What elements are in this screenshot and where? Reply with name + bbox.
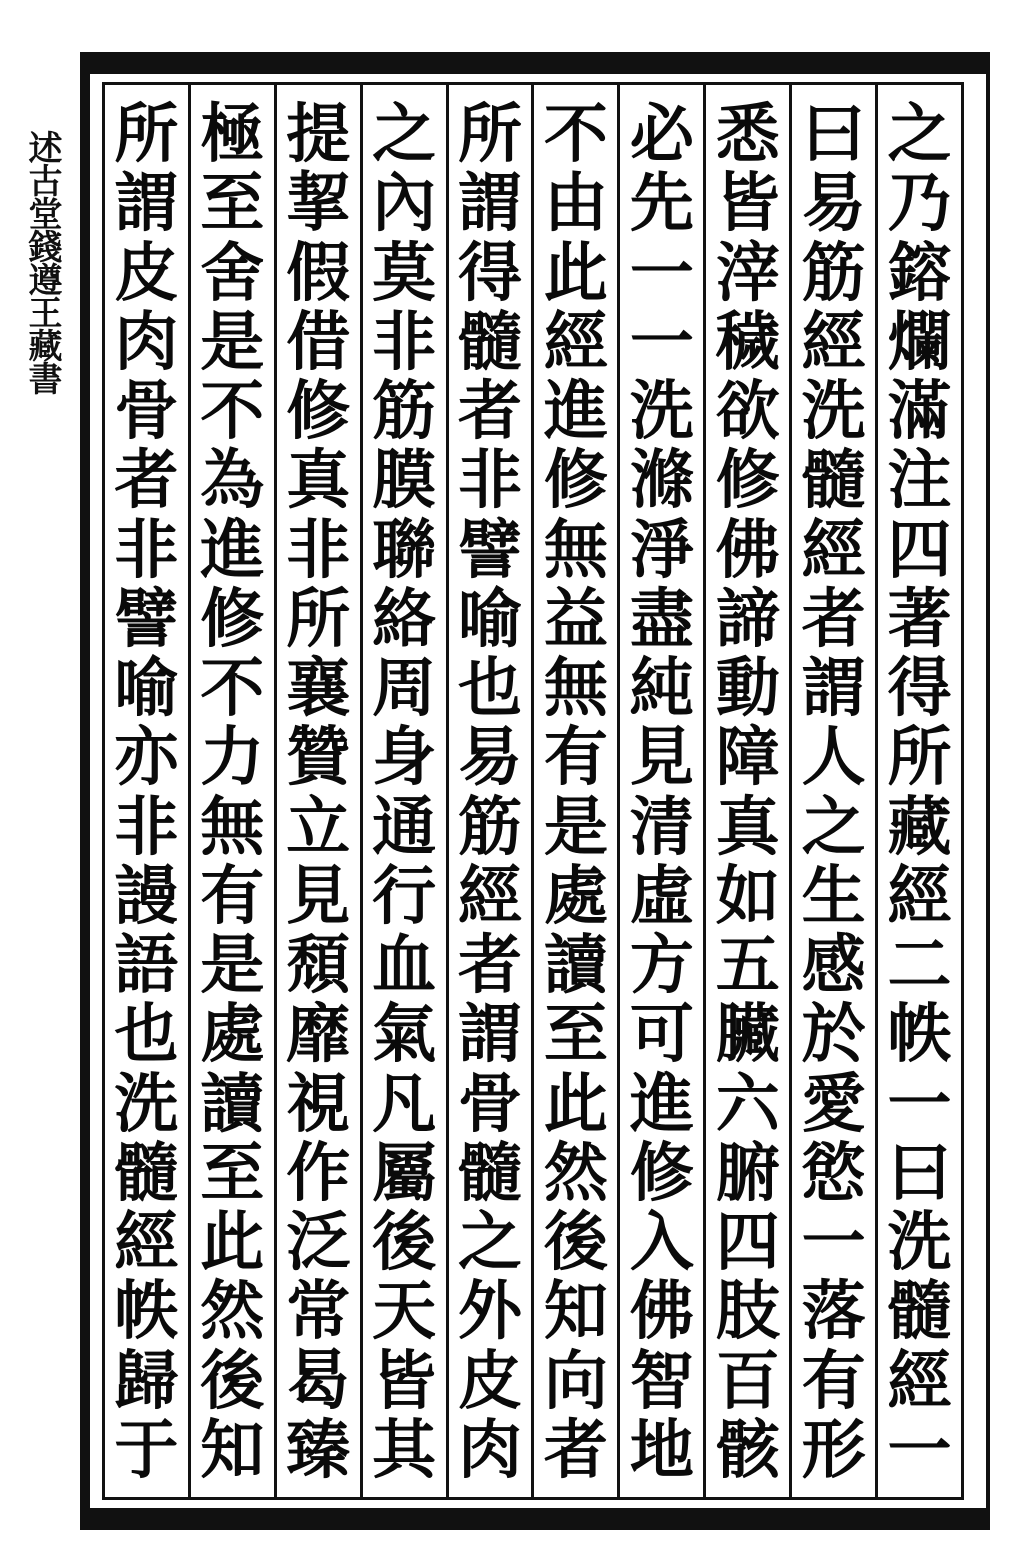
glyph: 形 [801, 1412, 866, 1488]
text-column-7 [360, 85, 446, 1497]
glyph: 有 [801, 1343, 866, 1419]
glyph: 骨 [458, 1066, 523, 1142]
glyph: 有 [200, 858, 265, 934]
glyph: 通 [372, 789, 437, 865]
glyph: 洗 [114, 1066, 179, 1142]
glyph: 極 [200, 97, 265, 172]
text-column-4 [617, 85, 703, 1497]
glyph: 泛 [286, 1205, 351, 1280]
glyph: 髓 [887, 1274, 952, 1350]
glyph: 之 [887, 97, 952, 172]
glyph: 有 [543, 720, 608, 796]
glyph: 入 [629, 1205, 694, 1280]
glyph: 感 [801, 928, 866, 1003]
glyph: 一 [801, 1205, 866, 1280]
glyph: 襄 [286, 651, 351, 726]
glyph: 經 [801, 304, 866, 380]
glyph: 屬 [372, 1135, 437, 1211]
glyph: 也 [114, 997, 179, 1073]
glyph: 著 [887, 581, 952, 657]
glyph: 經 [458, 858, 523, 934]
glyph: 純 [629, 651, 694, 726]
glyph: 此 [200, 1205, 265, 1280]
glyph: 皆 [372, 1343, 437, 1419]
glyph: 也 [458, 651, 523, 726]
glyph: 非 [114, 512, 179, 588]
glyph: 穢 [715, 304, 780, 380]
glyph: 可 [629, 997, 694, 1073]
text-column-9 [188, 85, 274, 1497]
glyph: 修 [629, 1135, 694, 1211]
glyph: 皮 [114, 235, 179, 311]
glyph: 修 [543, 443, 608, 519]
text-column-10 [105, 85, 188, 1497]
glyph: 滿 [887, 374, 952, 449]
glyph: 頹 [286, 928, 351, 1003]
text-column-3 [703, 85, 789, 1497]
glyph: 髓 [458, 1135, 523, 1211]
glyph: 聯 [372, 512, 437, 588]
glyph: 語 [114, 928, 179, 1003]
glyph: 愛 [801, 1066, 866, 1142]
glyph: 二 [887, 928, 952, 1003]
glyph: 滓 [715, 235, 780, 311]
glyph: 無 [543, 512, 608, 588]
glyph: 鎔 [887, 235, 952, 311]
glyph: 內 [372, 166, 437, 242]
glyph: 知 [200, 1412, 265, 1488]
glyph: 其 [372, 1412, 437, 1488]
glyph: 者 [801, 581, 866, 657]
glyph: 智 [629, 1343, 694, 1419]
glyph: 欲 [715, 374, 780, 449]
glyph: 皮 [458, 1343, 523, 1419]
glyph: 方 [629, 928, 694, 1003]
glyph: 四 [887, 512, 952, 588]
glyph: 靡 [286, 997, 351, 1073]
glyph: 虛 [629, 858, 694, 934]
glyph: 向 [543, 1343, 608, 1419]
glyph: 如 [715, 858, 780, 934]
glyph: 挈 [286, 166, 351, 242]
glyph: 注 [887, 443, 952, 519]
glyph: 非 [286, 512, 351, 588]
glyph: 後 [200, 1343, 265, 1419]
glyph: 行 [372, 858, 437, 934]
glyph: 皆 [715, 166, 780, 242]
glyph: 此 [543, 235, 608, 311]
glyph: 骸 [715, 1412, 780, 1488]
glyph: 膜 [372, 443, 437, 519]
glyph: 讀 [543, 928, 608, 1003]
glyph: 生 [801, 858, 866, 934]
glyph: 洗 [801, 374, 866, 449]
glyph: 人 [801, 720, 866, 796]
text-column-2 [789, 85, 875, 1497]
glyph: 身 [372, 720, 437, 796]
glyph: 筋 [801, 235, 866, 311]
glyph: 力 [200, 720, 265, 796]
glyph: 修 [200, 581, 265, 657]
glyph: 得 [887, 651, 952, 726]
glyph: 所 [286, 581, 351, 657]
glyph: 之 [801, 789, 866, 865]
glyph: 周 [372, 651, 437, 726]
glyph: 喻 [458, 581, 523, 657]
glyph: 經 [887, 858, 952, 934]
glyph: 立 [286, 789, 351, 865]
glyph: 提 [286, 97, 351, 172]
glyph: 為 [200, 443, 265, 519]
glyph: 洗 [887, 1205, 952, 1280]
glyph: 常 [286, 1274, 351, 1350]
glyph: 帙 [114, 1274, 179, 1350]
glyph: 爛 [887, 304, 952, 380]
glyph: 處 [543, 858, 608, 934]
glyph: 凡 [372, 1066, 437, 1142]
glyph: 淨 [629, 512, 694, 588]
glyph: 譬 [114, 581, 179, 657]
text-column-5 [531, 85, 617, 1497]
glyph: 是 [200, 304, 265, 380]
glyph: 經 [887, 1343, 952, 1419]
glyph: 之 [458, 1205, 523, 1280]
glyph: 悉 [715, 97, 780, 172]
glyph: 經 [801, 512, 866, 588]
glyph: 盡 [629, 581, 694, 657]
glyph: 得 [458, 235, 523, 311]
glyph: 後 [543, 1205, 608, 1280]
glyph: 不 [200, 651, 265, 726]
glyph: 經 [543, 304, 608, 380]
glyph: 一 [629, 304, 694, 380]
glyph: 至 [200, 166, 265, 242]
glyph: 修 [286, 374, 351, 449]
glyph: 一 [887, 1066, 952, 1142]
glyph: 讀 [200, 1066, 265, 1142]
glyph: 真 [715, 789, 780, 865]
glyph: 乃 [887, 166, 952, 242]
glyph: 肉 [458, 1412, 523, 1488]
glyph: 骨 [114, 374, 179, 449]
glyph: 無 [200, 789, 265, 865]
glyph: 必 [629, 97, 694, 172]
glyph: 舍 [200, 235, 265, 311]
text-column-1 [875, 85, 961, 1497]
glyph: 至 [200, 1135, 265, 1211]
glyph: 修 [715, 443, 780, 519]
glyph: 喻 [114, 651, 179, 726]
glyph: 至 [543, 997, 608, 1073]
glyph: 謾 [114, 858, 179, 934]
glyph: 歸 [114, 1343, 179, 1419]
glyph: 後 [372, 1205, 437, 1280]
glyph: 氣 [372, 997, 437, 1073]
glyph: 髓 [114, 1135, 179, 1211]
glyph: 者 [543, 1412, 608, 1488]
text-column-8 [274, 85, 360, 1497]
glyph: 進 [629, 1066, 694, 1142]
glyph: 見 [286, 858, 351, 934]
glyph: 血 [372, 928, 437, 1003]
glyph: 帙 [887, 997, 952, 1073]
glyph: 由 [543, 166, 608, 242]
glyph: 五 [715, 928, 780, 1003]
glyph: 者 [458, 374, 523, 449]
glyph: 絡 [372, 581, 437, 657]
text-columns [102, 82, 964, 1500]
glyph: 易 [458, 720, 523, 796]
glyph: 不 [543, 97, 608, 172]
glyph: 先 [629, 166, 694, 242]
glyph: 所 [458, 97, 523, 172]
glyph: 經 [114, 1205, 179, 1280]
glyph: 障 [715, 720, 780, 796]
glyph: 臻 [286, 1412, 351, 1488]
glyph: 者 [114, 443, 179, 519]
glyph: 借 [286, 304, 351, 380]
glyph: 佛 [715, 512, 780, 588]
glyph: 地 [629, 1412, 694, 1488]
glyph: 視 [286, 1066, 351, 1142]
glyph: 四 [715, 1205, 780, 1280]
glyph: 益 [543, 581, 608, 657]
page-frame [80, 52, 990, 1530]
glyph: 然 [200, 1274, 265, 1350]
glyph: 於 [801, 997, 866, 1073]
glyph: 進 [543, 374, 608, 449]
glyph: 贊 [286, 720, 351, 796]
glyph: 謂 [801, 651, 866, 726]
glyph: 進 [200, 512, 265, 588]
glyph: 所 [887, 720, 952, 796]
side-note-colophon: 述古堂錢遵王藏書 [22, 130, 62, 394]
glyph: 洗 [629, 374, 694, 449]
glyph: 假 [286, 235, 351, 311]
glyph: 是 [543, 789, 608, 865]
glyph: 是 [200, 928, 265, 1003]
glyph: 曰 [887, 1135, 952, 1211]
glyph: 肢 [715, 1274, 780, 1350]
glyph: 真 [286, 443, 351, 519]
glyph: 髓 [458, 304, 523, 380]
glyph: 譬 [458, 512, 523, 588]
glyph: 謂 [458, 166, 523, 242]
glyph: 落 [801, 1274, 866, 1350]
glyph: 知 [543, 1274, 608, 1350]
glyph: 筋 [372, 374, 437, 449]
glyph: 者 [458, 928, 523, 1003]
glyph: 不 [200, 374, 265, 449]
glyph: 非 [458, 443, 523, 519]
glyph: 此 [543, 1066, 608, 1142]
glyph: 肉 [114, 304, 179, 380]
glyph: 之 [372, 97, 437, 172]
glyph: 一 [887, 1412, 952, 1488]
glyph: 諦 [715, 581, 780, 657]
glyph: 無 [543, 651, 608, 726]
glyph: 筋 [458, 789, 523, 865]
glyph: 見 [629, 720, 694, 796]
glyph: 腑 [715, 1135, 780, 1211]
glyph: 非 [372, 304, 437, 380]
glyph: 清 [629, 789, 694, 865]
glyph: 所 [114, 97, 179, 172]
glyph: 曷 [286, 1343, 351, 1419]
text-column-6 [446, 85, 532, 1497]
glyph: 六 [715, 1066, 780, 1142]
glyph: 佛 [629, 1274, 694, 1350]
glyph: 亦 [114, 720, 179, 796]
glyph: 處 [200, 997, 265, 1073]
glyph: 作 [286, 1135, 351, 1211]
glyph: 曰 [801, 97, 866, 172]
glyph: 一 [629, 235, 694, 311]
glyph: 謂 [114, 166, 179, 242]
glyph: 外 [458, 1274, 523, 1350]
glyph: 百 [715, 1343, 780, 1419]
glyph: 于 [114, 1412, 179, 1488]
glyph: 非 [114, 789, 179, 865]
glyph: 臟 [715, 997, 780, 1073]
glyph: 莫 [372, 235, 437, 311]
glyph: 藏 [887, 789, 952, 865]
glyph: 然 [543, 1135, 608, 1211]
glyph: 髓 [801, 443, 866, 519]
glyph: 慾 [801, 1135, 866, 1211]
glyph: 天 [372, 1274, 437, 1350]
glyph: 滌 [629, 443, 694, 519]
glyph: 謂 [458, 997, 523, 1073]
glyph: 動 [715, 651, 780, 726]
glyph: 易 [801, 166, 866, 242]
